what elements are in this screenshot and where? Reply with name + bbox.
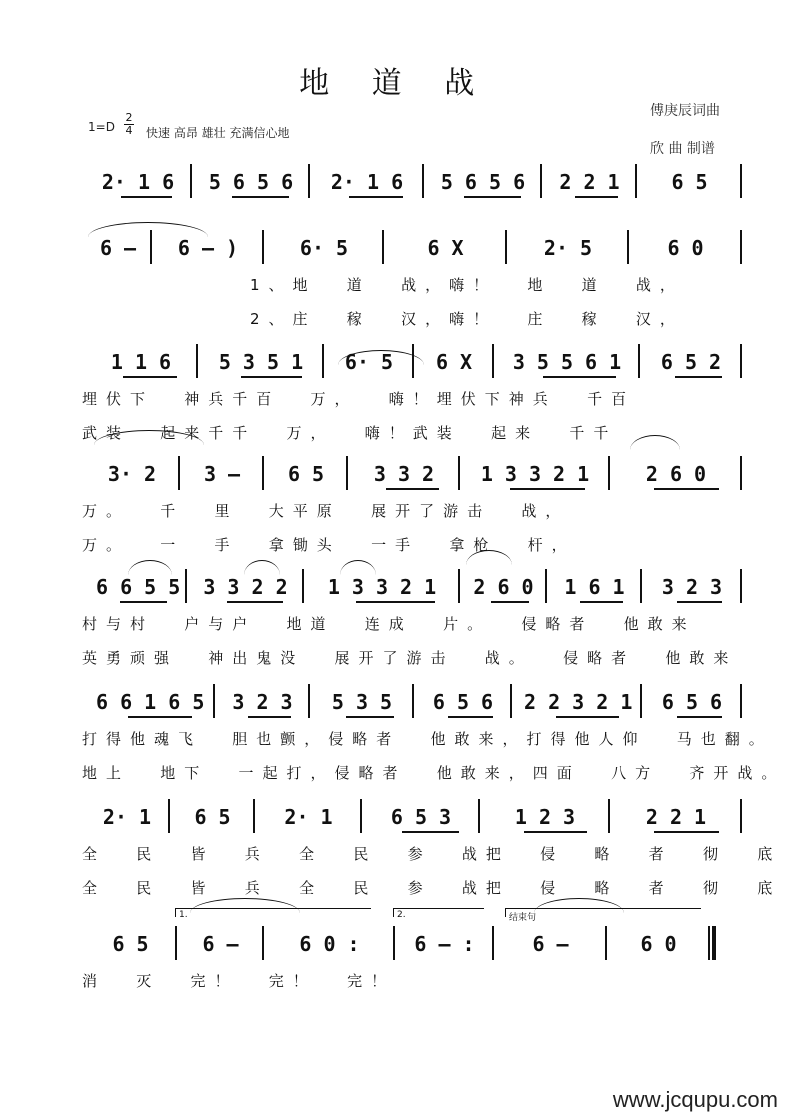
measure-notes: 6 0: [667, 236, 704, 260]
page-title: 地 道 战: [299, 66, 491, 101]
bar-line: [740, 456, 742, 490]
bar-line: [213, 684, 215, 718]
volta-label: 2.: [397, 910, 406, 920]
measure-notes: 3 3 2 2: [203, 575, 288, 599]
bar-line: [308, 164, 310, 198]
bar-line: [382, 230, 384, 264]
measure-notes: 6 —: [99, 236, 137, 260]
slur-arc: [340, 560, 376, 575]
measure-notes: 6 5 3: [390, 805, 452, 829]
bar-line: [302, 569, 304, 603]
bar-line: [253, 799, 255, 833]
beam-underline: [386, 488, 439, 490]
measure-notes: 6 5 2: [660, 350, 722, 374]
measure-notes: 1 1 6: [110, 350, 172, 374]
measure-notes: 6 5: [287, 462, 325, 486]
slur-arc: [630, 435, 680, 450]
measure-notes: 5 6 5 6: [440, 170, 526, 194]
bar-line: [740, 799, 742, 833]
lyric-line: 埋伏下 神兵千百 万， 嗨！埋伏下神兵 千百: [82, 390, 636, 408]
measure-notes: 6 — ): [177, 236, 239, 260]
bar-line: [638, 344, 640, 378]
beam-underline: [510, 488, 586, 490]
bar-line: [262, 230, 264, 264]
measure-notes: 3 3 2: [373, 462, 435, 486]
beam-underline: [556, 716, 620, 718]
lyric-line: 全 民 皆 兵 全 民 参 战把 侵 略 者 彻 底: [82, 845, 782, 863]
lyric-line: 2、庄 稼 汉，嗨！ 庄 稼 汉，: [250, 310, 684, 328]
bar-line: [635, 164, 637, 198]
bar-line: [740, 164, 742, 198]
bar-line: [740, 230, 742, 264]
measure-notes: 6 5 6: [432, 690, 494, 714]
measure-notes: 3 5 5 6 1: [512, 350, 622, 374]
beam-underline: [120, 601, 167, 603]
bar-line: [492, 926, 494, 960]
lyric-line: 英勇顽强 神出鬼没 展开了游击 战。 侵略者 他敢来: [82, 649, 738, 667]
bar-line: [458, 456, 460, 490]
beam-underline: [677, 601, 723, 603]
measure-notes: 6 X: [435, 350, 473, 374]
bar-line: [168, 799, 170, 833]
time-top: 2: [125, 111, 133, 124]
measure-notes: 6 5: [194, 805, 231, 829]
lyric-line: 武装 起来千千 万， 嗨！武装 起来 千千: [82, 424, 618, 442]
measure-notes: 2 6 0: [645, 462, 707, 486]
beam-underline: [543, 376, 616, 378]
measure-notes: 6· 5: [299, 236, 349, 260]
measure-notes: 2 6 0: [473, 575, 534, 599]
time-bottom: 4: [125, 124, 133, 137]
measure-notes: 6 5: [112, 932, 149, 956]
measure-notes: 6 — :: [414, 932, 475, 956]
beam-underline: [580, 601, 623, 603]
bar-line: [360, 799, 362, 833]
bar-line: [608, 799, 610, 833]
beam-underline: [654, 488, 719, 490]
lyric-line: 全 民 皆 兵 全 民 参 战把 侵 略 者 彻 底: [82, 879, 782, 897]
bar-line: [190, 164, 192, 198]
beam-underline: [232, 196, 288, 198]
bar-line: [262, 456, 264, 490]
bar-line: [196, 344, 198, 378]
bar-line: [608, 456, 610, 490]
beam-underline: [575, 196, 618, 198]
beam-underline: [121, 196, 171, 198]
bar-line: [510, 684, 512, 718]
tempo-marking: 快速 高昂 雄壮 充满信心地: [146, 126, 290, 140]
measure-notes: 2 2 3 2 1: [524, 690, 633, 714]
bar-line: [185, 569, 187, 603]
measure-notes: 5 6 5 6: [208, 170, 294, 194]
bar-line: [740, 344, 742, 378]
bar-line: [412, 684, 414, 718]
arranger-credit: 欣 曲 制谱: [650, 141, 715, 157]
bar-line: [178, 456, 180, 490]
beam-underline: [123, 376, 177, 378]
bar-line: [605, 926, 607, 960]
lyric-line: 地上 地下 一起打，侵略者 他敢来，四面 八方 齐开战。: [82, 764, 786, 782]
watermark: www.jcqupu.com: [612, 1087, 778, 1112]
volta-label: 结束句: [509, 913, 537, 923]
beam-underline: [349, 196, 403, 198]
slur-arc: [534, 898, 624, 913]
slur-arc: [88, 222, 208, 237]
bar-line: [422, 164, 424, 198]
measure-notes: 6 X: [427, 236, 464, 260]
key-signature: 1=D: [88, 120, 115, 134]
measure-notes: 3 —: [203, 462, 241, 486]
measure-notes: 1 3 3 2 1: [327, 575, 437, 599]
measure-notes: 1 3 3 2 1: [480, 462, 590, 486]
measure-notes: 6 5: [671, 170, 708, 194]
lyric-line: 万。 千 里 大平原 展开了游击 战，: [82, 502, 570, 520]
bar-line: [640, 684, 642, 718]
bar-line: [458, 569, 460, 603]
measure-notes: 6 6 5 5: [96, 575, 181, 599]
measure-notes: 3 2 3: [232, 690, 293, 714]
lyric-line: 万。 一 手 拿锄头 一手 拿枪 杆，: [82, 536, 576, 554]
bar-line: [640, 569, 642, 603]
slur-arc: [190, 898, 300, 913]
final-bar-line: [712, 926, 716, 960]
bar-line: [708, 926, 710, 960]
volta-bracket: [393, 908, 484, 917]
composer-credit: 傅庚辰词曲: [650, 103, 720, 119]
bar-line: [262, 926, 264, 960]
beam-underline: [524, 831, 588, 833]
bar-line: [346, 456, 348, 490]
measure-notes: 6 0: [640, 932, 677, 956]
measure-notes: 6 0 :: [299, 932, 360, 956]
measure-notes: 5 3 5: [331, 690, 393, 714]
beam-underline: [448, 716, 492, 718]
measure-notes: 5 3 5 1: [218, 350, 304, 374]
bar-line: [175, 926, 177, 960]
measure-notes: 6 —: [532, 932, 569, 956]
lyric-line: 消 灭 完！ 完！ 完！: [82, 972, 396, 990]
bar-line: [505, 230, 507, 264]
measure-notes: 1 6 1: [564, 575, 625, 599]
beam-underline: [241, 376, 302, 378]
bar-line: [627, 230, 629, 264]
bar-line: [308, 684, 310, 718]
beam-underline: [356, 601, 435, 603]
bar-line: [492, 344, 494, 378]
measure-notes: 2· 1 6: [330, 170, 404, 194]
bar-line: [545, 569, 547, 603]
lyric-line: 打得他魂飞 胆也颤，侵略者 他敢来，打得他人仰 马也翻。: [82, 730, 773, 748]
bar-line: [540, 164, 542, 198]
volta-label: 1.: [179, 910, 188, 920]
measure-notes: 2· 5: [543, 236, 593, 260]
measure-notes: 2· 1: [284, 805, 333, 829]
measure-notes: 6· 5: [344, 350, 394, 374]
lyric-line: 1、地 道 战，嗨！ 地 道 战，: [250, 276, 684, 294]
measure-notes: 2· 1: [102, 805, 152, 829]
measure-notes: 6 6 1 6 5: [96, 690, 205, 714]
measure-notes: 1 2 3: [514, 805, 576, 829]
measure-notes: 6 —: [202, 932, 239, 956]
beam-underline: [346, 716, 394, 718]
measure-notes: 3· 2: [107, 462, 157, 486]
beam-underline: [677, 716, 723, 718]
bar-line: [740, 569, 742, 603]
beam-underline: [128, 716, 192, 718]
lyric-line: 村与村 户与户 地道 连成 片。 侵略者 他敢来: [82, 615, 696, 633]
beam-underline: [464, 196, 520, 198]
beam-underline: [248, 716, 291, 718]
beam-underline: [654, 831, 719, 833]
slur-arc: [128, 560, 172, 575]
bar-line: [322, 344, 324, 378]
measure-notes: 6 5 6: [661, 690, 723, 714]
measure-notes: 2· 1 6: [101, 170, 175, 194]
bar-line: [740, 684, 742, 718]
measure-notes: 2 2 1: [559, 170, 620, 194]
bar-line: [478, 799, 480, 833]
beam-underline: [675, 376, 722, 378]
bar-line: [393, 926, 395, 960]
measure-notes: 2 2 1: [645, 805, 707, 829]
slur-arc: [244, 560, 280, 575]
beam-underline: [491, 601, 529, 603]
beam-underline: [227, 601, 283, 603]
beam-underline: [402, 831, 458, 833]
time-signature: [124, 112, 134, 137]
measure-notes: 3 2 3: [661, 575, 723, 599]
